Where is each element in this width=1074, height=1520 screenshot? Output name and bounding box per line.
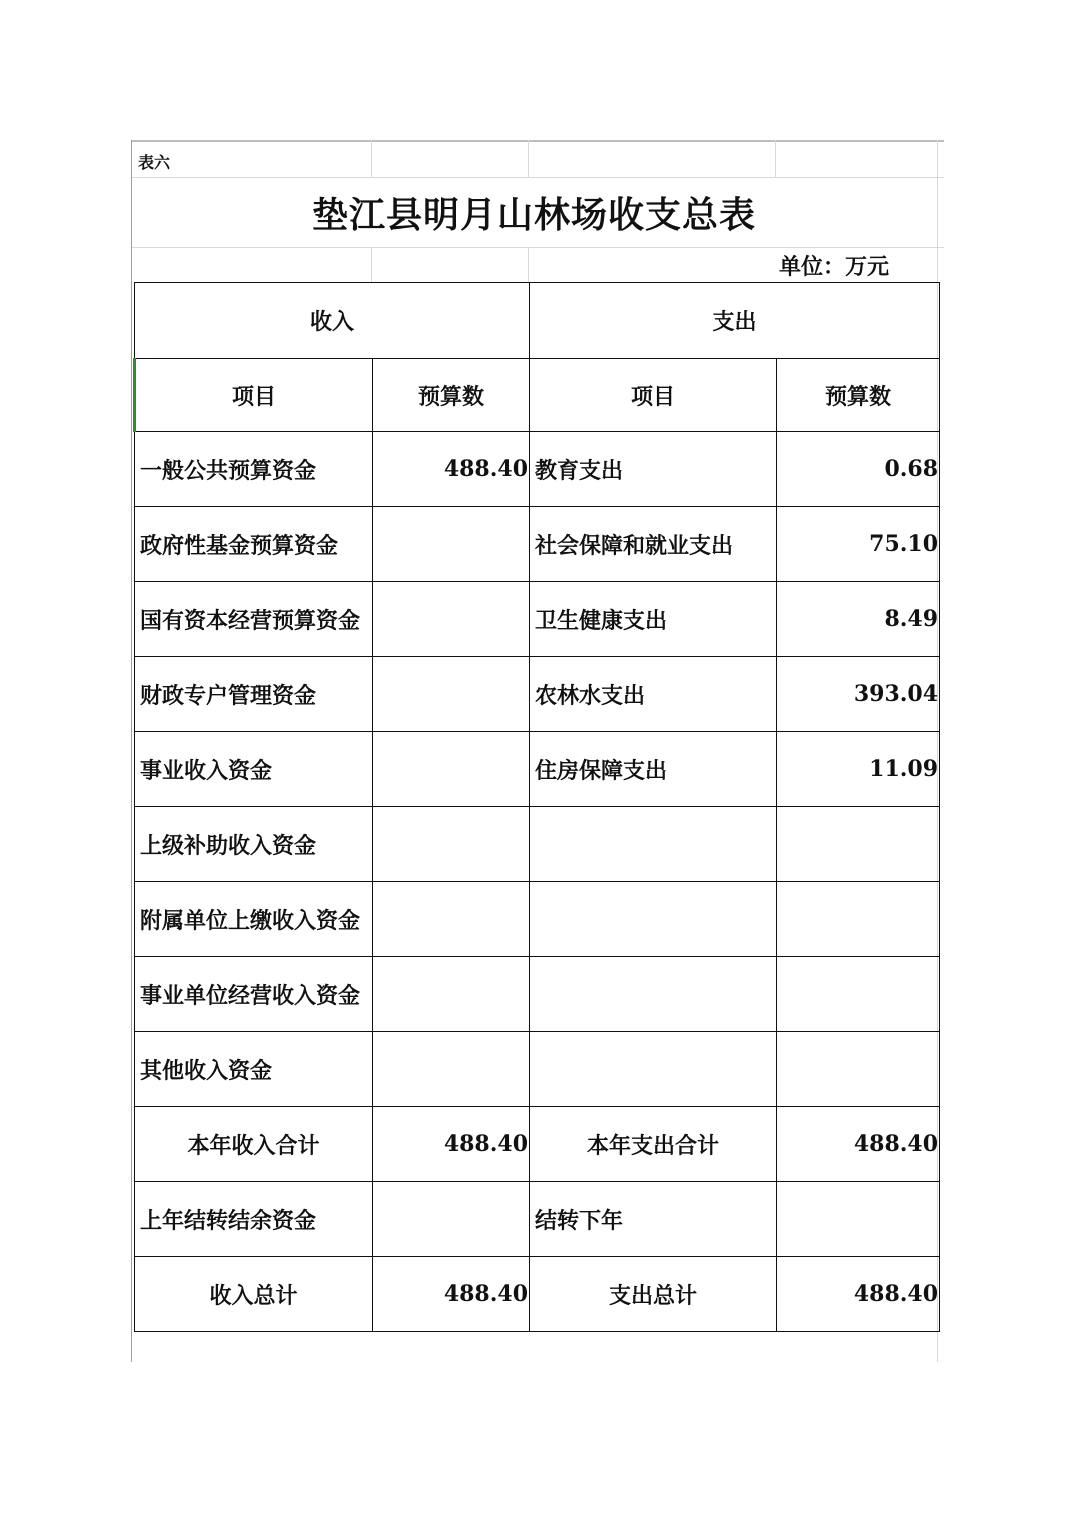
income-value-cell: 488.40 (373, 432, 530, 507)
expense-value-cell: 0.68 (777, 432, 940, 507)
expense-value-cell: 393.04 (777, 657, 940, 732)
income-item-cell: 其他收入资金 (135, 1032, 373, 1107)
gridline (371, 140, 372, 177)
expense-item-cell (530, 807, 777, 882)
income-value-cell (373, 1032, 530, 1107)
income-item-header: 项目 (135, 359, 373, 432)
spreadsheet-sheet (131, 140, 944, 1362)
budget-table (133, 282, 940, 1332)
table-row (135, 432, 940, 507)
carryover-income-label: 上年结转结余资金 (135, 1182, 373, 1257)
expense-item-cell: 农林水支出 (530, 657, 777, 732)
carryover-row (135, 1182, 940, 1257)
income-section-header: 收入 (135, 283, 530, 359)
gridline (371, 247, 372, 282)
table-label: 表六 (138, 153, 171, 172)
income-budget-header: 预算数 (373, 359, 530, 432)
table-row (135, 1032, 940, 1107)
annual-expense-total-label: 本年支出合计 (530, 1107, 777, 1182)
expense-item-cell: 教育支出 (530, 432, 777, 507)
gridline (131, 140, 132, 1362)
gridline (131, 247, 944, 248)
table-row (135, 807, 940, 882)
page-title: 垫江县明月山林场收支总表 (311, 193, 756, 236)
income-item-cell: 事业单位经营收入资金 (135, 957, 373, 1032)
income-item-cell: 政府性基金预算资金 (135, 507, 373, 582)
expense-value-cell: 75.10 (777, 507, 940, 582)
expense-item-cell (530, 1032, 777, 1107)
annual-income-total-value: 488.40 (373, 1107, 530, 1182)
income-value-cell (373, 882, 530, 957)
column-header-row (135, 359, 940, 432)
income-item-cell: 附属单位上缴收入资金 (135, 882, 373, 957)
annual-expense-total-value: 488.40 (777, 1107, 940, 1182)
table-row (135, 957, 940, 1032)
expense-value-cell (777, 882, 940, 957)
table-row (135, 732, 940, 807)
annual-total-row (135, 1107, 940, 1182)
expense-item-cell (530, 957, 777, 1032)
income-item-cell: 一般公共预算资金 (135, 432, 373, 507)
expense-value-cell (777, 1032, 940, 1107)
grand-income-total-value: 488.40 (373, 1257, 530, 1332)
table-row (135, 507, 940, 582)
gridline (528, 247, 529, 282)
expense-item-cell (530, 882, 777, 957)
gridline (131, 140, 944, 142)
income-item-cell: 财政专户管理资金 (135, 657, 373, 732)
table-row (135, 582, 940, 657)
expense-value-cell (777, 807, 940, 882)
expense-item-cell: 卫生健康支出 (530, 582, 777, 657)
income-value-cell (373, 732, 530, 807)
income-item-cell: 国有资本经营预算资金 (135, 582, 373, 657)
expense-value-cell: 11.09 (777, 732, 940, 807)
table-row (135, 657, 940, 732)
income-item-cell: 事业收入资金 (135, 732, 373, 807)
expense-budget-header: 预算数 (777, 359, 940, 432)
expense-value-cell: 8.49 (777, 582, 940, 657)
grand-expense-total-label: 支出总计 (530, 1257, 777, 1332)
carryover-expense-value (777, 1182, 940, 1257)
unit-label: 单位：万元 (779, 254, 890, 280)
expense-item-cell: 住房保障支出 (530, 732, 777, 807)
income-value-cell (373, 957, 530, 1032)
annual-income-total-label: 本年收入合计 (135, 1107, 373, 1182)
table-row (135, 882, 940, 957)
carryover-income-value (373, 1182, 530, 1257)
income-item-cell: 上级补助收入资金 (135, 807, 373, 882)
grand-expense-total-value: 488.40 (777, 1257, 940, 1332)
gridline (775, 140, 776, 177)
expense-item-header: 项目 (530, 359, 777, 432)
expense-section-header: 支出 (530, 283, 940, 359)
gridline (528, 140, 529, 177)
income-value-cell (373, 807, 530, 882)
grand-total-row (135, 1257, 940, 1332)
carryover-expense-label: 结转下年 (530, 1182, 777, 1257)
expense-item-cell: 社会保障和就业支出 (530, 507, 777, 582)
section-header-row (135, 283, 940, 359)
expense-value-cell (777, 957, 940, 1032)
grand-income-total-label: 收入总计 (135, 1257, 373, 1332)
income-value-cell (373, 582, 530, 657)
income-value-cell (373, 657, 530, 732)
income-value-cell (373, 507, 530, 582)
